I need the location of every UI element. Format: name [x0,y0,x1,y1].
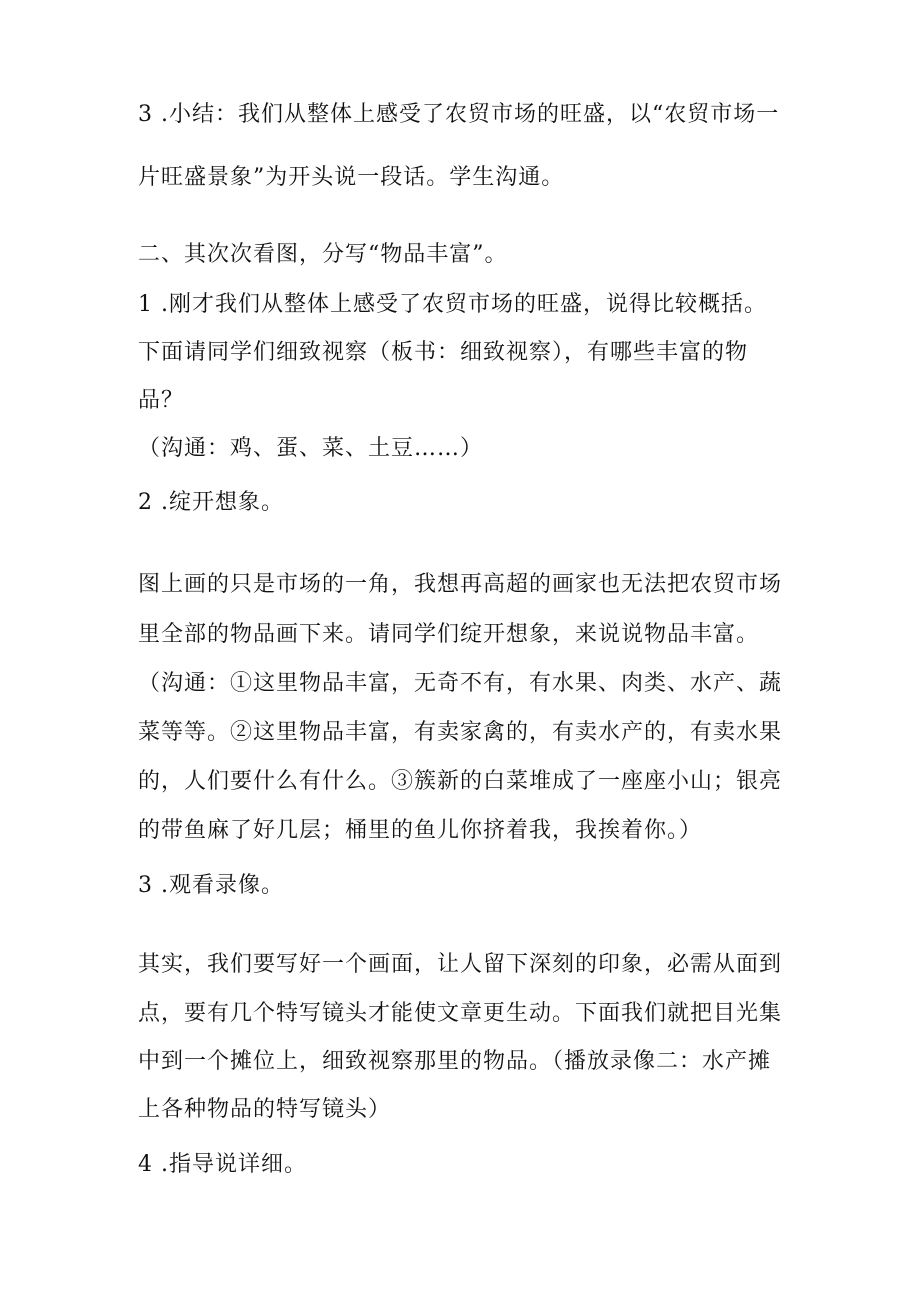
text-line-16: 其实，我们要写好一个画面，让人留下深刻的印象，必需从面到 [138,952,783,977]
text-line-4: 1 .刚才我们从整体上感受了农贸市场的旺盛，说得比较概括。 [138,292,767,317]
text-line-15: 3 .观看录像。 [138,873,284,898]
text-line-20: 4 .指导说详细。 [138,1152,307,1177]
text-line-1: 3 .小结：我们从整体上感受了农贸市场的旺盛，以“农贸市场一 [138,102,780,127]
text-line-5: 下面请同学们细致视察（板书：细致视察），有哪些丰富的物 [138,340,749,365]
text-line-17: 点，要有几个特写镜头才能使文章更生动。下面我们就把目光集 [138,1001,783,1026]
text-line-13: 的，人们要什么有什么。③簇新的白菜堆成了一座座小山；银亮 [138,769,783,794]
text-line-18: 中到一个摊位上，细致视察那里的物品。（播放录像二：水产摊 [138,1049,772,1074]
text-line-14: 的带鱼麻了好几层；桶里的鱼儿你挤着我，我挨着你。） [138,818,703,843]
text-line-19: 上各种物品的特写镜头） [138,1097,392,1122]
text-line-6: 品？ [138,388,185,413]
text-line-9: 图上画的只是市场的一角，我想再高超的画家也无法把农贸市场 [138,572,783,597]
text-line-11: （沟通：①这里物品丰富，无奇不有，有水果、肉类、水产、蔬 [138,671,783,696]
text-line-12: 菜等等。②这里物品丰富，有卖家禽的，有卖水产的，有卖水果 [138,720,783,745]
section-heading: 二、其次次看图，分写“物品丰富”。 [138,242,508,267]
text-line-8: 2 .绽开想象。 [138,490,284,515]
text-line-2: 片旺盛景象”为开头说一段话。学生沟通。 [138,165,565,190]
text-line-10: 里全部的物品画下来。请同学们绽开想象，来说说物品丰富。 [138,622,760,647]
text-line-7: （沟通：鸡、蛋、菜、土豆……） [138,436,484,461]
